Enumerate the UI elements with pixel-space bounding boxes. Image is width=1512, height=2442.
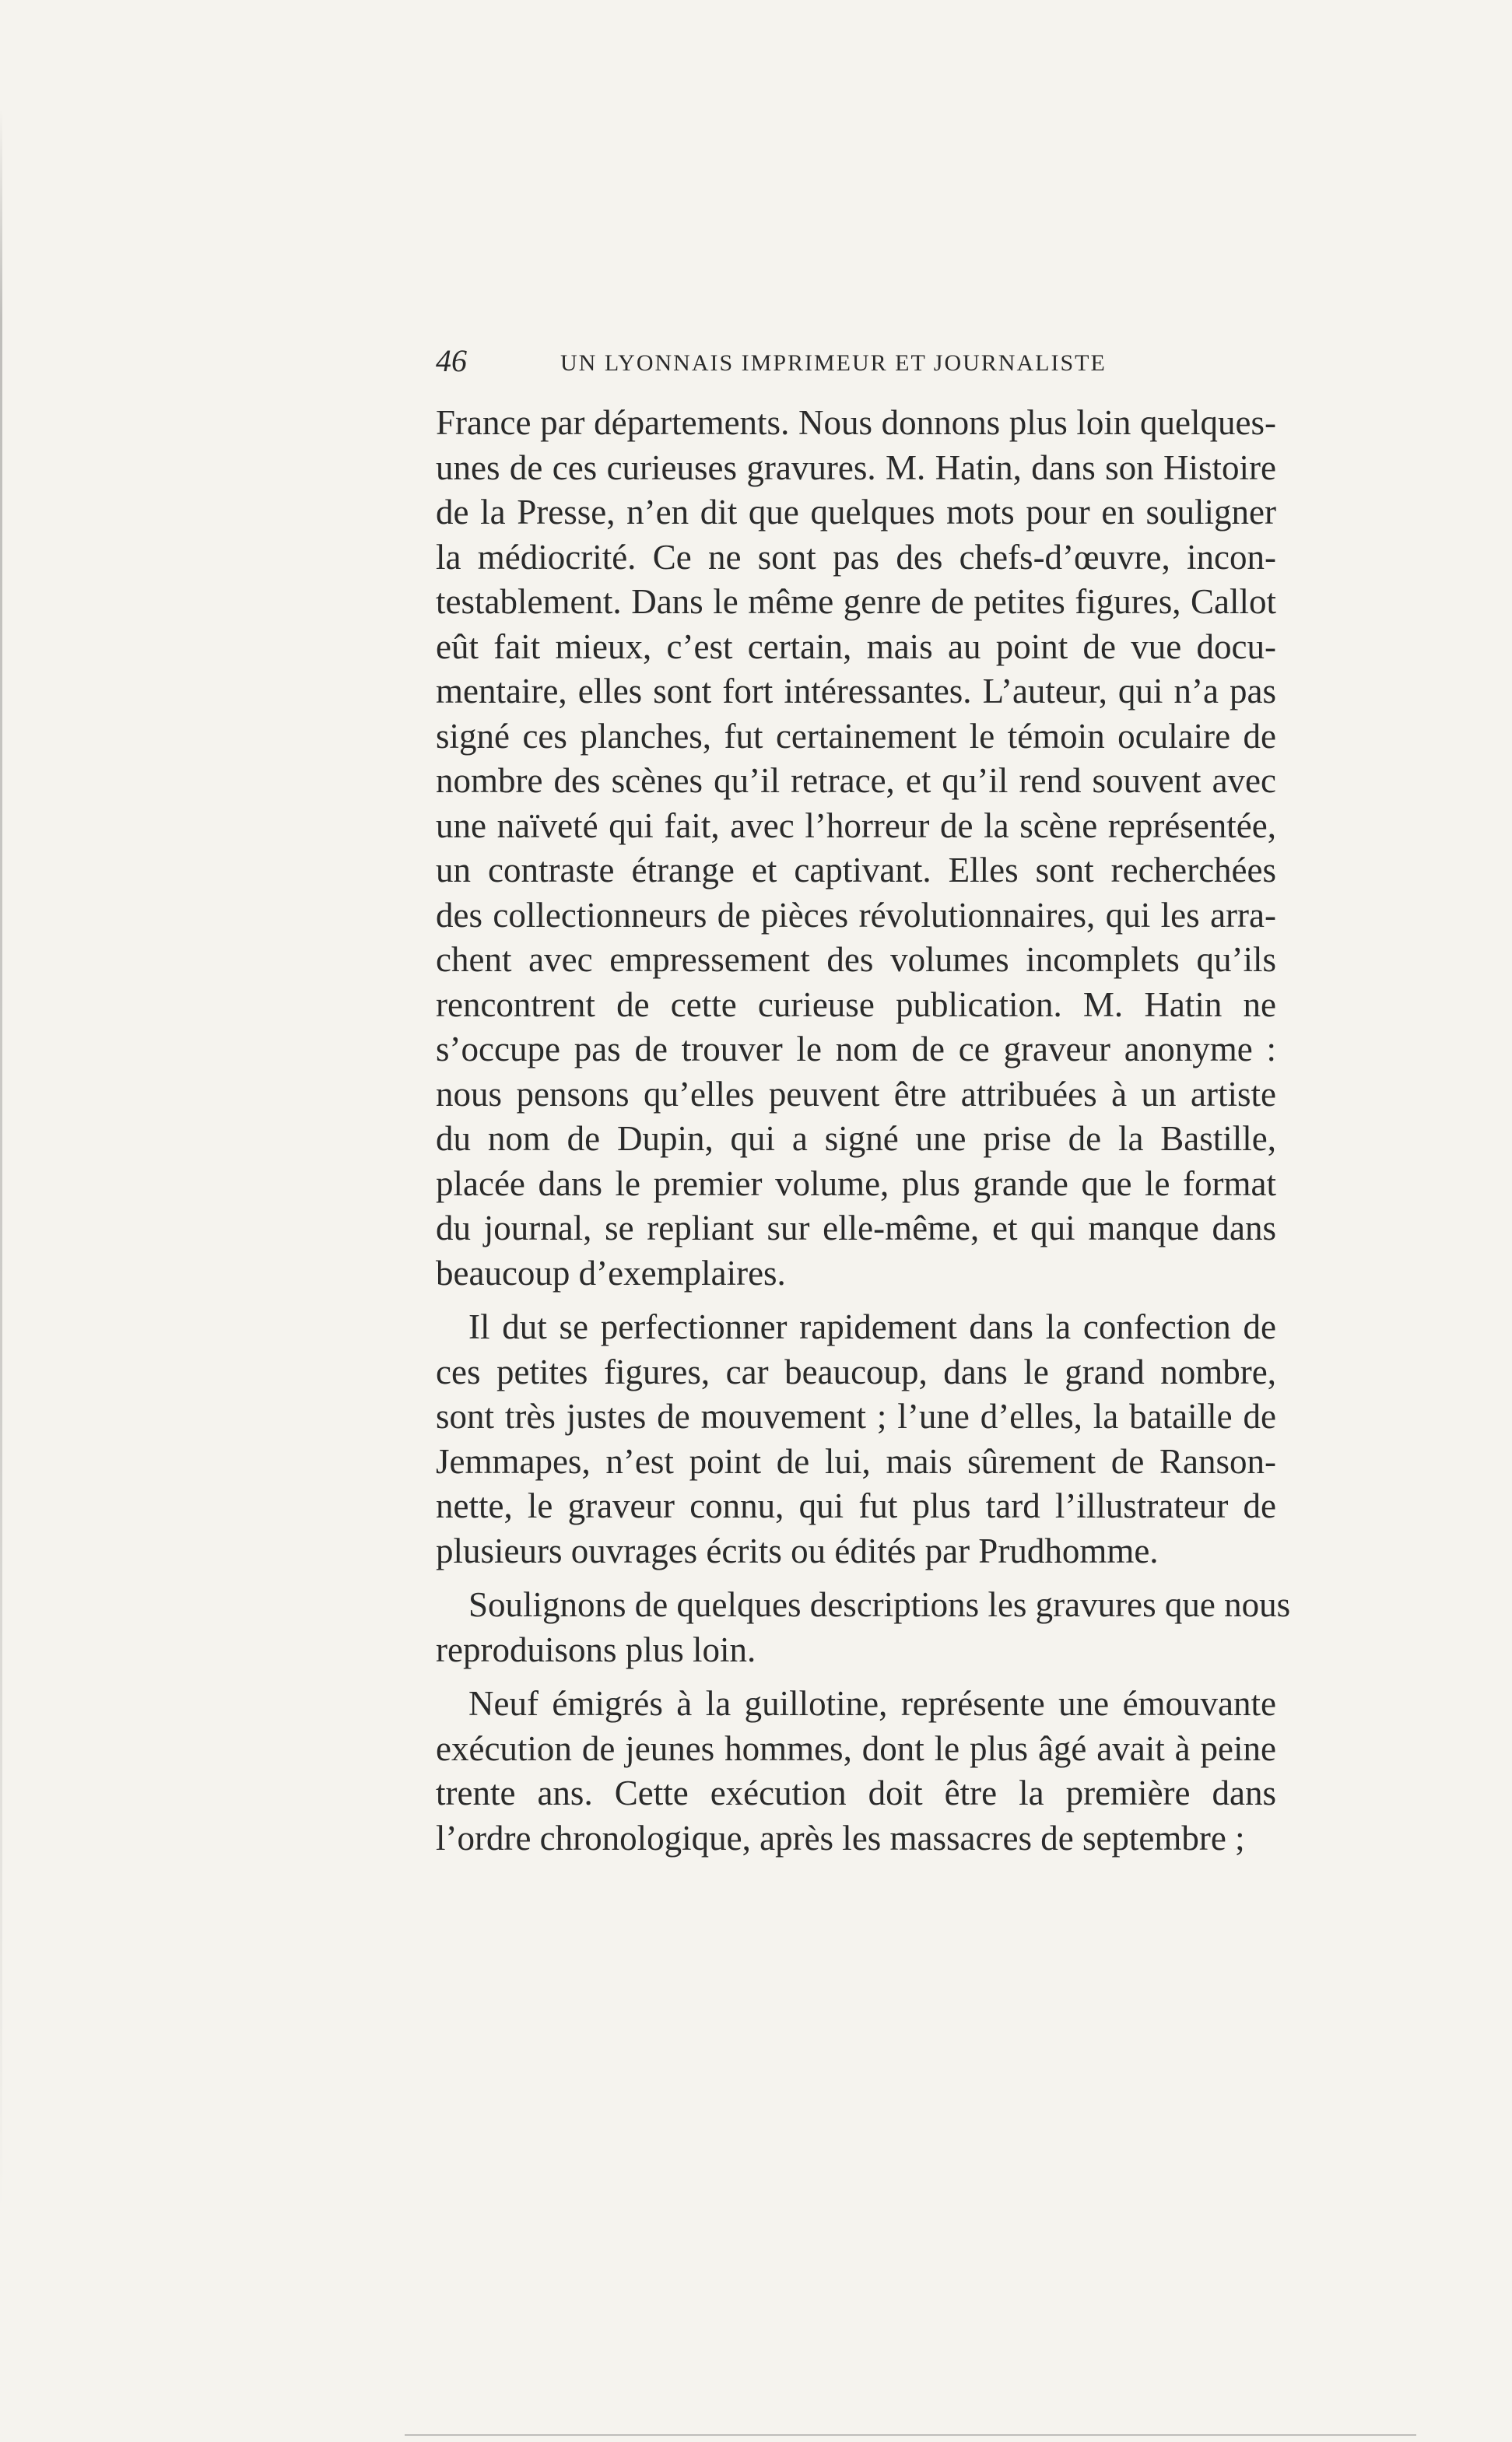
- text-line: nette, le graveur connu, qui fut plus tard l’illustrateur de: [436, 1486, 1276, 1525]
- text-line: eût fait mieux, c’est certain, mais au point de vue docu-: [436, 626, 1276, 666]
- text-line: plusieurs ouvrages écrits ou édités par Prudhomme.: [436, 1531, 1159, 1570]
- text-line: trente ans. Cette exécution doit être la première dans: [436, 1774, 1276, 1812]
- text-line: rencontrent de cette curieuse publication. M. Hatin ne: [436, 984, 1276, 1024]
- text-line: l’ordre chronologique, après les massacres de septembre ;: [436, 1818, 1245, 1858]
- scan-edge-left: [0, 109, 2, 2210]
- page-header: [436, 342, 1175, 389]
- paragraph-4: [436, 1682, 1276, 1861]
- text-line: nombre des scènes qu’il retrace, et qu’il rend souvent avec: [436, 761, 1276, 800]
- text-line: France par départements. Nous donnons plus loin quelques-: [436, 403, 1276, 442]
- text-line: reproduisons plus loin.: [436, 1630, 756, 1669]
- text-line: chent avec empressement des volumes incomplets qu’ils: [436, 940, 1276, 979]
- text-line: signé ces planches, fut certainement le témoin oculaire de: [436, 716, 1276, 756]
- text-line: de la Presse, n’en dit que quelques mots pour en souligner: [436, 493, 1276, 532]
- paragraph-1: [436, 401, 1276, 1296]
- text-line: des collectionneurs de pièces révolutionnaires, qui les arra-: [436, 895, 1276, 935]
- text-line: Jemmapes, n’est point de lui, mais sûrement de Ranson-: [436, 1441, 1276, 1481]
- running-head: UN LYONNAIS IMPRIMEUR ET JOURNALISTE: [560, 350, 1107, 376]
- text-line: exécution de jeunes hommes, dont le plus âgé avait à peine: [436, 1728, 1276, 1768]
- paragraph-3: [436, 1583, 1291, 1672]
- text-line: Soulignons de quelques descriptions les gravures que nous: [468, 1585, 1291, 1624]
- scan-edge-bottom: [405, 2434, 1416, 2436]
- text-line: Il dut se perfectionner rapidement dans la confection de: [468, 1307, 1276, 1346]
- page-number: 46: [436, 343, 467, 378]
- text-line: placée dans le premier volume, plus grande que le format: [436, 1163, 1276, 1203]
- text-line: s’occupe pas de trouver le nom de ce graveur anonyme :: [436, 1030, 1276, 1068]
- text-line: testablement. Dans le même genre de petites figures, Callot: [436, 582, 1276, 621]
- text-line: nous pensons qu’elles peuvent être attribuées à un artiste: [436, 1074, 1276, 1114]
- text-line: mentaire, elles sont fort intéressantes. L’auteur, qui n’a pas: [436, 672, 1276, 710]
- text-line: la médiocrité. Ce ne sont pas des chefs-d’œuvre, incon-: [436, 537, 1276, 577]
- text-line: Neuf émigrés à la guillotine, représente une émouvante: [468, 1684, 1276, 1723]
- body-text: [436, 401, 1291, 1870]
- text-line: sont très justes de mouvement ; l’une d’elles, la bataille de: [436, 1397, 1276, 1436]
- text-line: un contraste étrange et captivant. Elles sont recherchées: [436, 851, 1276, 889]
- text-line: ces petites figures, car beaucoup, dans le grand nombre,: [436, 1352, 1276, 1391]
- paragraph-2: [436, 1305, 1276, 1574]
- text-line: du nom de Dupin, qui a signé une prise de la Bastille,: [436, 1119, 1276, 1158]
- text-line: du journal, se repliant sur elle-même, et qui manque dans: [436, 1209, 1276, 1247]
- text-line: unes de ces curieuses gravures. M. Hatin, dans son Histoire: [436, 447, 1276, 487]
- text-line: beaucoup d’exemplaires.: [436, 1253, 786, 1293]
- text-line: une naïveté qui fait, avec l’horreur de la scène représentée,: [436, 805, 1276, 845]
